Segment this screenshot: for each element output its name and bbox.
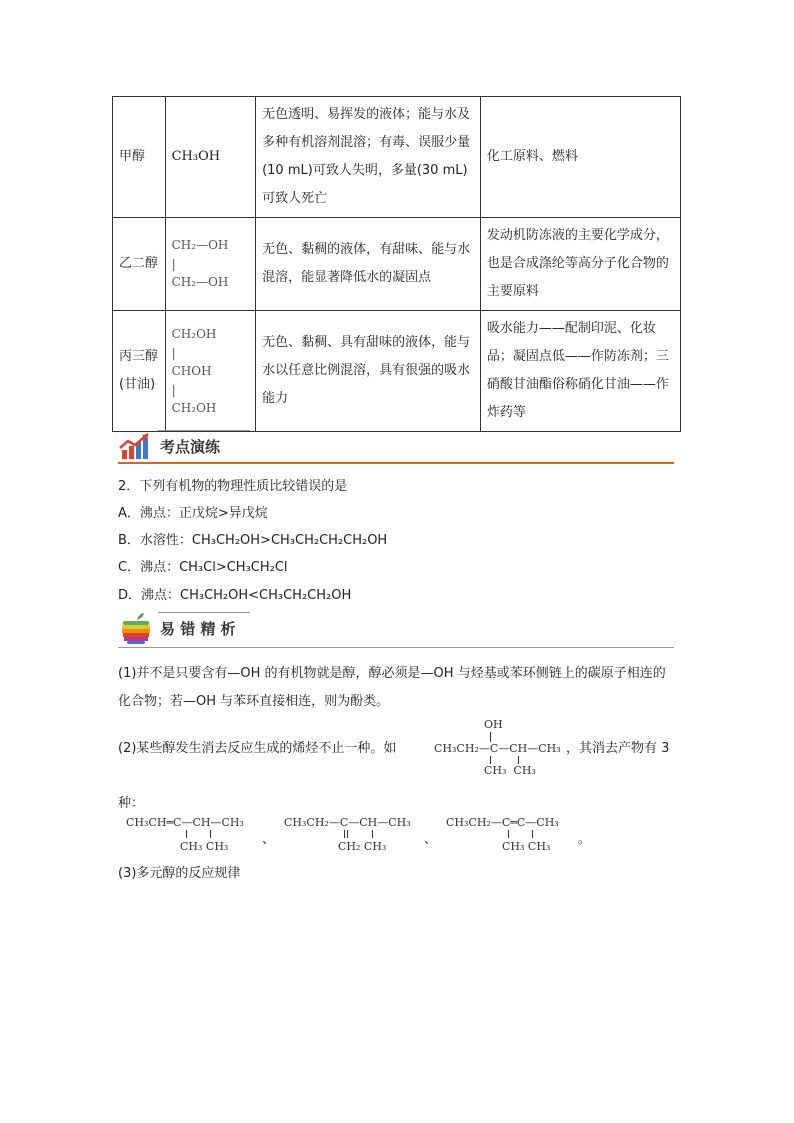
apple-icon	[120, 612, 152, 646]
alcohol-name: 乙二醇	[113, 218, 166, 311]
formula-bond	[344, 830, 345, 838]
formula-bottom: CH₃ CH₃	[180, 840, 229, 853]
option-b: B．水溶性：CH₃CH₂OH>CH₃CH₂CH₂CH₂OH	[118, 533, 388, 548]
table-row	[113, 311, 681, 432]
formula-bond	[490, 732, 491, 742]
formula-top: OH	[484, 718, 503, 731]
formula-bond	[508, 830, 509, 838]
formula-bond: |	[171, 382, 176, 397]
header-topline	[158, 430, 250, 431]
separator: 、	[424, 832, 438, 847]
alcohol-use: 发动机防冻液的主要化学成分，也是合成涤纶等高分子化合物的主要原料	[480, 218, 680, 311]
period: 。	[578, 832, 592, 847]
alcohol-properties: 无色透明、易挥发的液体；能与水及多种有机溶剂混溶；有毒、误服少量(10 mL)可致人失明，多量(30 mL)可致人死亡	[256, 97, 481, 218]
formula-main: CH₃CH₂—C═C—CH₃	[446, 816, 559, 829]
formula-bottom: CH₃ CH₃	[502, 840, 551, 853]
formula-bond	[532, 830, 533, 838]
formula-main: CH₃CH₂—C—CH—CH₃	[284, 816, 411, 829]
note-text: (2)某些醇发生消去反应生成的烯烃不止一种。如	[118, 741, 397, 756]
alcohol-use: 吸水能力——配制印泥、化妆品；凝固点低——作防冻剂；三硝酸甘油酯俗称硝化甘油——作炸药等	[480, 311, 680, 432]
formula-bond	[518, 756, 519, 764]
formula-main: CH₃CH₂—C—CH—CH₃	[434, 742, 561, 755]
product-formula-1	[126, 816, 266, 856]
product-formula-3	[446, 816, 576, 856]
table-row	[113, 97, 681, 218]
formula-line: CH₂—OH	[171, 238, 229, 252]
formula-bottom: CH₃ CH₃	[484, 764, 536, 777]
section-rule	[118, 462, 674, 464]
formula-bond	[186, 830, 187, 838]
alcohol-use: 化工原料、燃料	[480, 97, 680, 218]
formula-bond: |	[171, 257, 176, 271]
formula-bond	[347, 830, 348, 838]
alcohol-formula	[165, 311, 255, 432]
formula-bond: |	[171, 345, 176, 360]
product-formula-2	[284, 816, 424, 856]
note-paragraph-3: (3)多元醇的反应规律	[118, 866, 241, 881]
formula-line: CH₂—OH	[171, 275, 229, 289]
section-header-practice	[118, 430, 674, 464]
alcohol-properties: 无色、黏稠、具有甜味的液体，能与水以任意比例混溶，具有很强的吸水能力	[256, 311, 481, 432]
alcohol-properties: 无色、黏稠的液体，有甜味、能与水混溶，能显著降低水的凝固点	[256, 218, 481, 311]
alcohol-name: 甲醇	[113, 97, 166, 218]
note-text: ，其消去产物有 3	[566, 741, 670, 756]
table-row	[113, 218, 681, 311]
alcohol-name: 丙三醇(甘油)	[113, 311, 166, 432]
formula-bottom: CH₂ CH₃	[338, 840, 387, 853]
note-paragraph-1: (1)并不是只要含有—OH 的有机物就是醇，醇必须是—OH 与烃基或苯环侧链上的碳原子相连的化合物；若—OH 与苯环直接相连，则为酚类。	[118, 666, 666, 709]
separator: 、	[262, 832, 276, 847]
section-title: 考点演练	[160, 438, 221, 456]
note-text: 种：	[118, 796, 145, 811]
option-a: A．沸点：正戊烷>异戊烷	[118, 506, 268, 521]
formula-line: CHOH	[171, 363, 212, 378]
header-topline	[158, 612, 250, 613]
structural-formula	[434, 718, 564, 778]
formula-main: CH₃CH═C—CH—CH₃	[126, 816, 244, 829]
formula-line: CH₂OH	[171, 326, 217, 341]
alcohol-formula: CH₃OH	[165, 97, 255, 218]
question-stem: 2．下列有机物的物理性质比较错误的是	[118, 479, 348, 494]
option-c: C．沸点：CH₃Cl>CH₃CH₂Cl	[118, 560, 288, 575]
chart-icon	[118, 432, 152, 460]
section-rule	[118, 647, 674, 648]
alcohol-properties-table	[112, 96, 681, 432]
formula-line: CH₂OH	[171, 400, 217, 415]
alcohol-formula	[165, 218, 255, 311]
formula-bond	[372, 830, 373, 838]
option-d: D．沸点：CH₃CH₂OH<CH₃CH₂CH₂OH	[118, 588, 352, 603]
section-title: 易 错 精 析	[160, 620, 236, 638]
formula-bond	[490, 756, 491, 764]
formula-bond	[210, 830, 211, 838]
section-header-mistakes	[118, 612, 674, 648]
